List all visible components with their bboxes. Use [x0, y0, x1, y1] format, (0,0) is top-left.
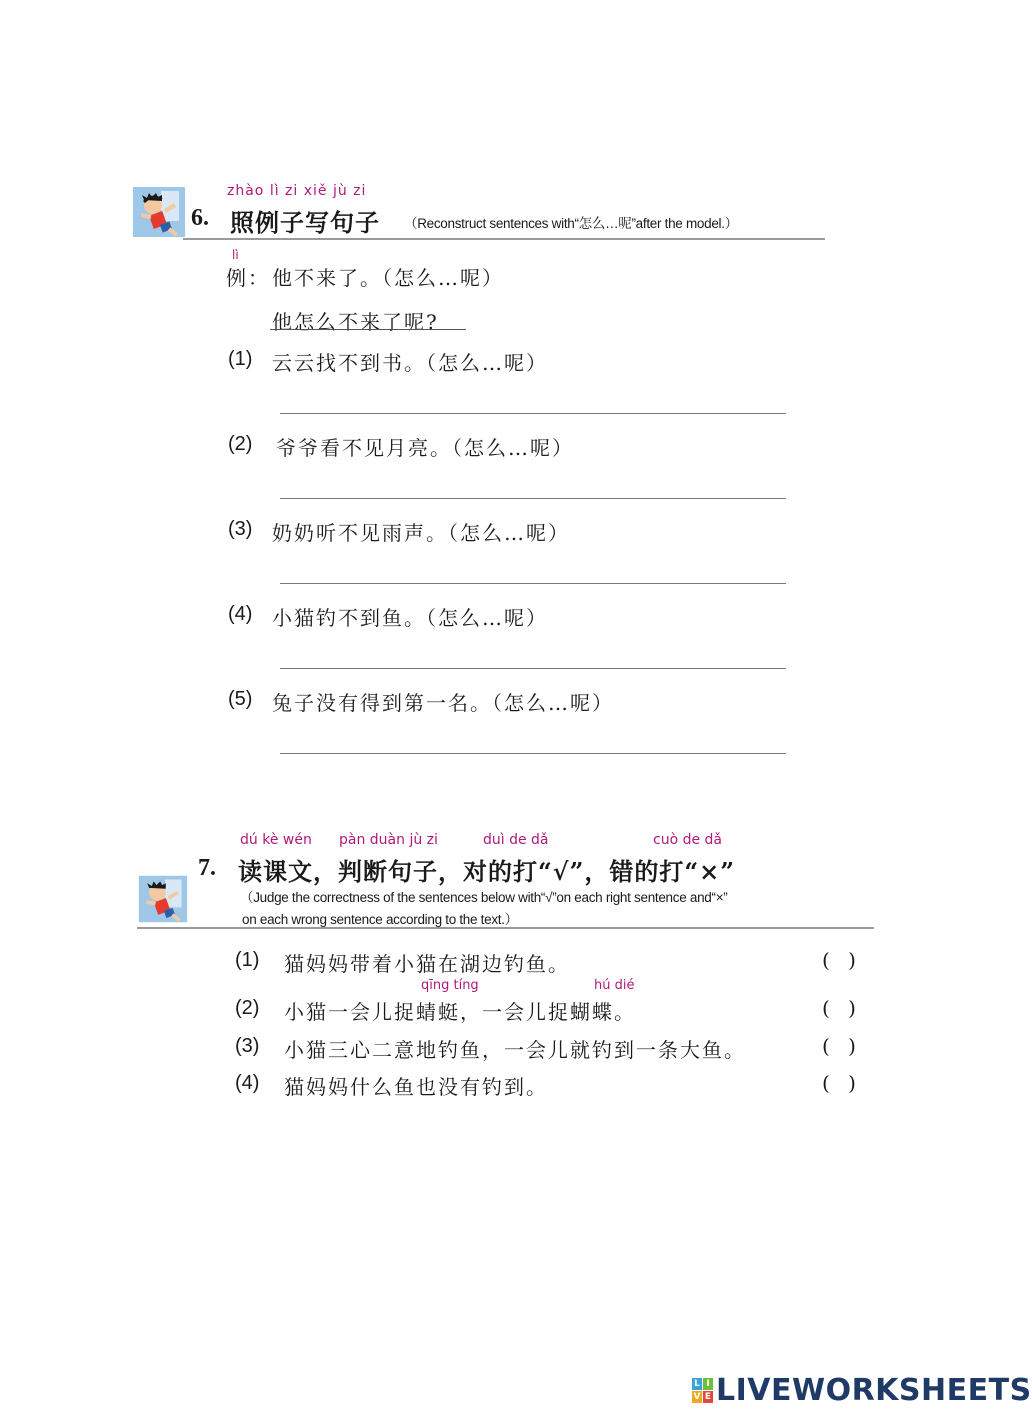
answer-paren[interactable]: ( ) — [822, 1071, 856, 1095]
logo-letter-e — [703, 1391, 713, 1403]
item-sentence: 小猫一会儿捉蜻蜓，一会儿捉蝴蝶。 — [284, 1000, 636, 1024]
answer-input-line[interactable] — [280, 668, 786, 669]
item-sentence: 猫妈妈什么鱼也没有钓到。 — [284, 1075, 548, 1099]
section6-divider — [183, 238, 825, 240]
answer-paren[interactable]: ( ) — [822, 948, 856, 972]
logo-letter-l — [692, 1378, 702, 1390]
kid-avatar — [131, 185, 187, 239]
word-pinyin: hú dié — [594, 978, 635, 993]
logo-letter-i — [703, 1378, 713, 1390]
item-index: (4) — [235, 1072, 260, 1094]
item-sentence: 猫妈妈带着小猫在湖边钓鱼。 — [284, 952, 570, 976]
answer-input-line[interactable] — [280, 498, 786, 499]
item-index: (4) — [228, 603, 253, 625]
answer-paren[interactable]: ( ) — [822, 996, 856, 1020]
example-pinyin: lì — [232, 248, 239, 262]
example-answer: 他怎么不来了呢? — [272, 310, 439, 334]
section7-pinyin-d: cuò de dǎ — [653, 832, 723, 848]
word-pinyin: qīng tíng — [421, 978, 479, 993]
logo-letter-text: L — [694, 1379, 700, 1389]
section7-number: 7. — [198, 855, 216, 881]
item-index: (2) — [228, 433, 253, 455]
section7-english-line1: （Judge the correctness of the sentences below with“√”on each right sentence and“×” — [240, 890, 728, 905]
item-sentence: 爷爷看不见月亮。（怎么…呢） — [276, 436, 574, 460]
logo-letter-text: V — [693, 1392, 701, 1402]
item-index: (5) — [228, 688, 253, 710]
section7-title: 读课文，判断句子，对的打“√”，错的打“×” — [238, 857, 736, 886]
liveworksheets-brand[interactable]: LIVEWORKSHEETS — [716, 1373, 1032, 1408]
answer-input-line[interactable] — [280, 753, 786, 754]
item-sentence: 小猫三心二意地钓鱼，一会儿就钓到一条大鱼。 — [284, 1038, 746, 1062]
section6-english-instruction: （Reconstruct sentences with“怎么…呢”after the model.） — [404, 216, 738, 231]
answer-input-line[interactable] — [280, 413, 786, 414]
example-label: 例： — [226, 266, 270, 290]
example-answer-underline — [270, 329, 466, 330]
kid-avatar — [137, 873, 189, 925]
item-sentence: 奶奶听不见雨声。（怎么…呢） — [272, 521, 570, 545]
section7-pinyin-b: pàn duàn jù zi — [339, 832, 438, 848]
logo-letter-text: I — [706, 1379, 710, 1389]
logo-letter-v — [692, 1391, 702, 1403]
item-sentence: 云云找不到书。（怎么…呢） — [272, 351, 548, 375]
section6-number: 6. — [191, 205, 209, 231]
section7-divider — [137, 927, 874, 929]
item-index: (3) — [235, 1035, 260, 1057]
section6-title: 照例子写句子 — [230, 208, 380, 237]
item-sentence: 兔子没有得到第一名。（怎么…呢） — [272, 691, 614, 715]
liveworksheets-logo — [692, 1378, 714, 1404]
logo-letter-text: E — [704, 1392, 712, 1402]
answer-input-line[interactable] — [280, 583, 786, 584]
item-index: (1) — [235, 949, 260, 971]
section7-pinyin-a: dú kè wén — [240, 832, 312, 848]
answer-paren[interactable]: ( ) — [822, 1034, 856, 1058]
section7-english-line2: on each wrong sentence according to the text.） — [242, 912, 518, 927]
item-index: (2) — [235, 997, 260, 1019]
item-sentence: 小猫钓不到鱼。（怎么…呢） — [272, 606, 548, 630]
example-sentence: 他不来了。（怎么…呢） — [272, 266, 504, 290]
section6-title-pinyin: zhào lì zi xiě jù zi — [227, 183, 367, 199]
section7-pinyin-c: duì de dǎ — [483, 832, 549, 848]
item-index: (3) — [228, 518, 253, 540]
item-index: (1) — [228, 348, 253, 370]
